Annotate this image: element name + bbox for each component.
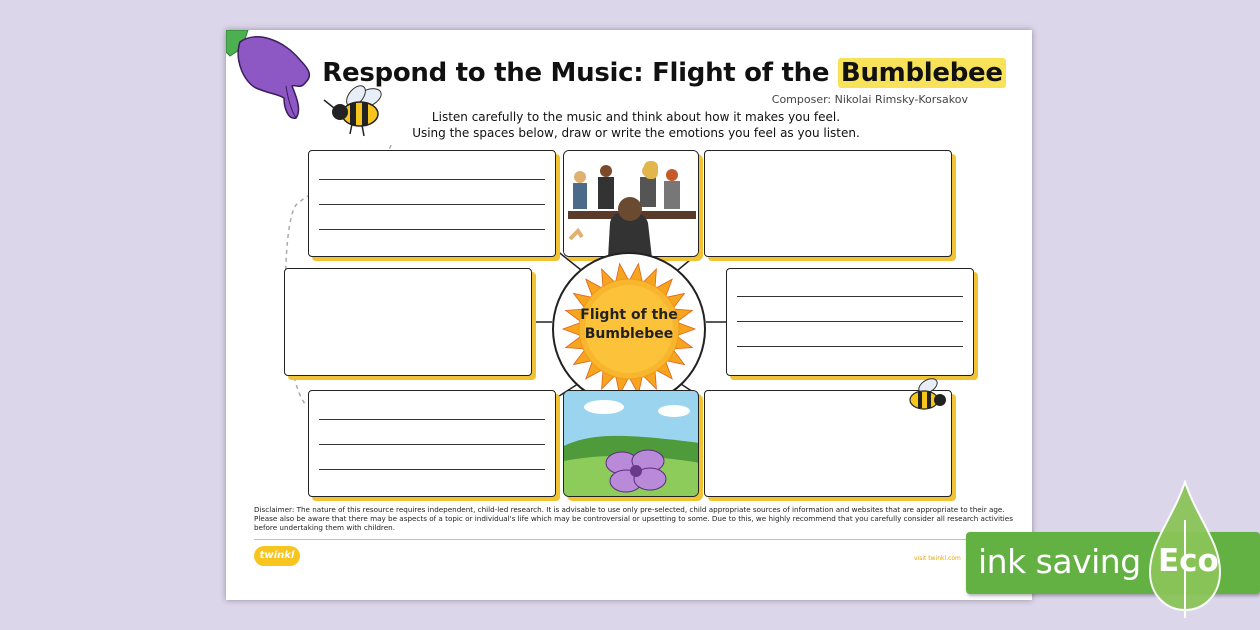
response-box-middle-right[interactable] <box>726 268 974 376</box>
twinkl-logo: twinkl <box>254 546 300 566</box>
ink-saving-label: ink saving <box>978 542 1141 581</box>
small-bee-illustration <box>898 374 954 420</box>
response-box-top-left[interactable] <box>308 150 556 257</box>
response-box-bottom-left[interactable] <box>308 390 556 497</box>
center-label-line-1: Flight of the <box>580 307 678 323</box>
composer-credit: Composer: Nikolai Rimsky-Korsakov <box>771 93 968 106</box>
title-highlight: Bumblebee <box>838 58 1006 88</box>
instruction-line-1: Listen carefully to the music and think about how it makes you feel. <box>431 110 841 124</box>
instruction-line-2: Using the spaces below, draw or write the emotions you feel as you listen. <box>412 126 860 140</box>
center-topic-circle <box>552 252 706 406</box>
center-label-line-2: Bumblebee <box>584 326 674 342</box>
response-box-top-right[interactable] <box>704 150 952 257</box>
visit-link[interactable]: visit twinkl.com <box>914 555 961 562</box>
worksheet-title: Respond to the Music: Flight of the Bumblebee <box>314 58 1014 88</box>
flower-landscape-picture <box>563 390 699 497</box>
eco-label: Eco <box>1158 543 1219 579</box>
center-topic-label <box>554 306 704 344</box>
response-box-middle-left[interactable] <box>284 268 532 376</box>
footer-divider <box>254 539 1004 540</box>
worksheet-page <box>226 30 1032 600</box>
disclaimer-text: Disclaimer: The nature of this resource requires independent, child-led research. It is advisable to use only pre-selected, child appropriate sources of information and websites that are appropriate to their age. Please also be aware that there may be aspects of a topic or individual's life which may be controversial or upsetting to some. Due to this, we highly recommend that you carefully consider all research activities before undertaking them with children. <box>254 505 1013 532</box>
orchestra-picture <box>563 150 699 257</box>
